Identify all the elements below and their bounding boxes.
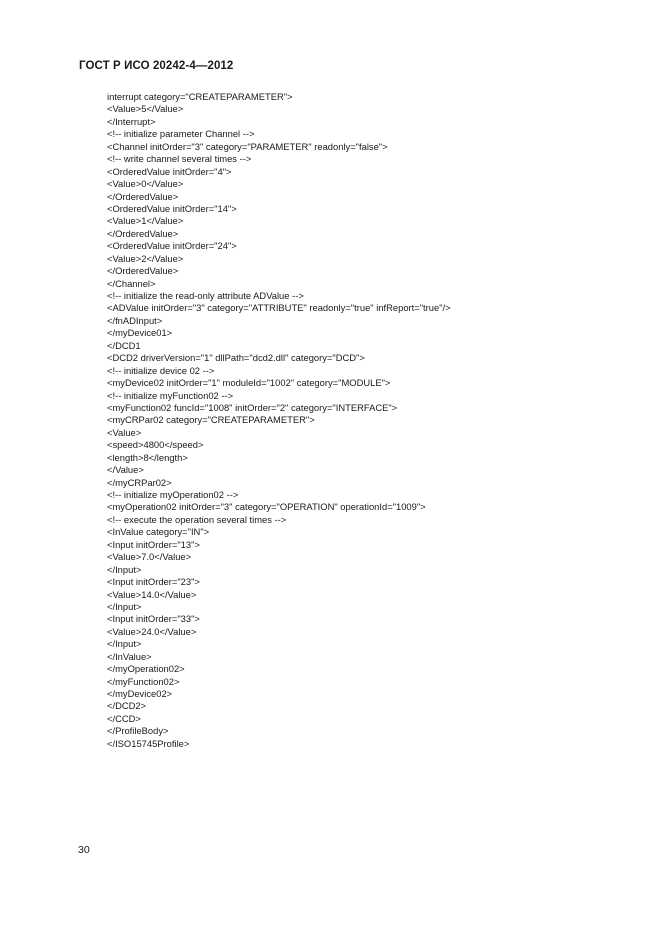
xml-code-listing: [107, 91, 647, 750]
code-line: <!-- execute the operation several times -->: [107, 513, 287, 525]
code-line: <myCRPar02 category="CREATEPARAMETER">: [107, 414, 315, 426]
code-line: <Value>2</Value>: [107, 252, 184, 264]
code-line: </ProfileBody>: [107, 725, 169, 737]
code-line: </DCD1: [107, 339, 141, 351]
code-line: interrupt category="CREATEPARAMETER">: [107, 91, 293, 102]
code-line: </Value>: [107, 464, 144, 476]
code-line: <DCD2 driverVersion="1" dllPath="dcd2.dll" category="DCD">: [107, 352, 365, 364]
code-line: <Channel initOrder="3" category="PARAMETER" readonly="false">: [107, 140, 388, 152]
code-line: <myOperation02 initOrder="3" category="OPERATION" operationId="1009">: [107, 501, 426, 513]
code-line: </CCD>: [107, 712, 141, 724]
code-line: <Value>1</Value>: [107, 215, 184, 227]
code-line: <!-- initialize parameter Channel -->: [107, 128, 255, 140]
code-line: <OrderedValue initOrder="4">: [107, 165, 232, 177]
code-line: <length>8</length>: [107, 451, 188, 463]
code-line: </OrderedValue>: [107, 265, 179, 277]
code-line: <Value>5</Value>: [107, 103, 184, 115]
code-line: </myFunction02>: [107, 675, 180, 687]
code-line: <Input initOrder="23">: [107, 576, 200, 588]
code-line: <ADValue initOrder="3" category="ATTRIBUTE" readonly="true" infReport="true"/>: [107, 302, 451, 314]
code-line: <Input initOrder="13">: [107, 538, 200, 550]
code-line: <!-- initialize the read-only attribute ADValue -->: [107, 290, 304, 301]
code-line: </Input>: [107, 600, 142, 612]
code-line: <myDevice02 initOrder="1" moduleId="1002" category="MODULE">: [107, 377, 391, 389]
code-line: </myDevice01>: [107, 327, 173, 339]
code-line: </Input>: [107, 638, 142, 650]
code-line: </Interrupt>: [107, 115, 156, 127]
code-line: </Input>: [107, 563, 142, 575]
code-line: </DCD2>: [107, 700, 147, 712]
code-line: </ISO15745Profile>: [107, 737, 190, 749]
code-line: <Input initOrder="33">: [107, 613, 200, 625]
code-line: </myOperation02>: [107, 663, 185, 675]
code-line: </fnADInput>: [107, 314, 163, 326]
code-line: </Channel>: [107, 277, 156, 289]
code-line: <Value>7.0</Value>: [107, 551, 192, 563]
code-line: <Value>0</Value>: [107, 178, 184, 190]
code-line: <!-- initialize myFunction02 -->: [107, 389, 234, 401]
code-line: </OrderedValue>: [107, 190, 179, 202]
code-line: <InValue category="IN">: [107, 526, 210, 538]
code-line: <Value>: [107, 426, 142, 438]
code-line: <myFunction02 funcId="1008" initOrder="2" category="INTERFACE">: [107, 401, 398, 413]
code-line: <!-- initialize device 02 -->: [107, 364, 215, 376]
code-line: </InValue>: [107, 650, 152, 662]
code-line: <Value>14.0</Value>: [107, 588, 197, 600]
code-line: <!-- initialize myOperation02 -->: [107, 489, 239, 500]
code-line: <speed>4800</speed>: [107, 439, 204, 451]
code-line: <Value>24.0</Value>: [107, 625, 197, 637]
page-number: 30: [78, 844, 90, 856]
code-line: </OrderedValue>: [107, 227, 179, 239]
code-line: <OrderedValue initOrder="14">: [107, 202, 237, 214]
code-line: </myCRPar02>: [107, 476, 172, 488]
code-line: <!-- write channel several times -->: [107, 153, 252, 165]
code-line: <OrderedValue initOrder="24">: [107, 240, 237, 252]
code-line: </myDevice02>: [107, 688, 173, 699]
document-header-title: ГОСТ Р ИСО 20242-4—2012: [79, 60, 234, 72]
